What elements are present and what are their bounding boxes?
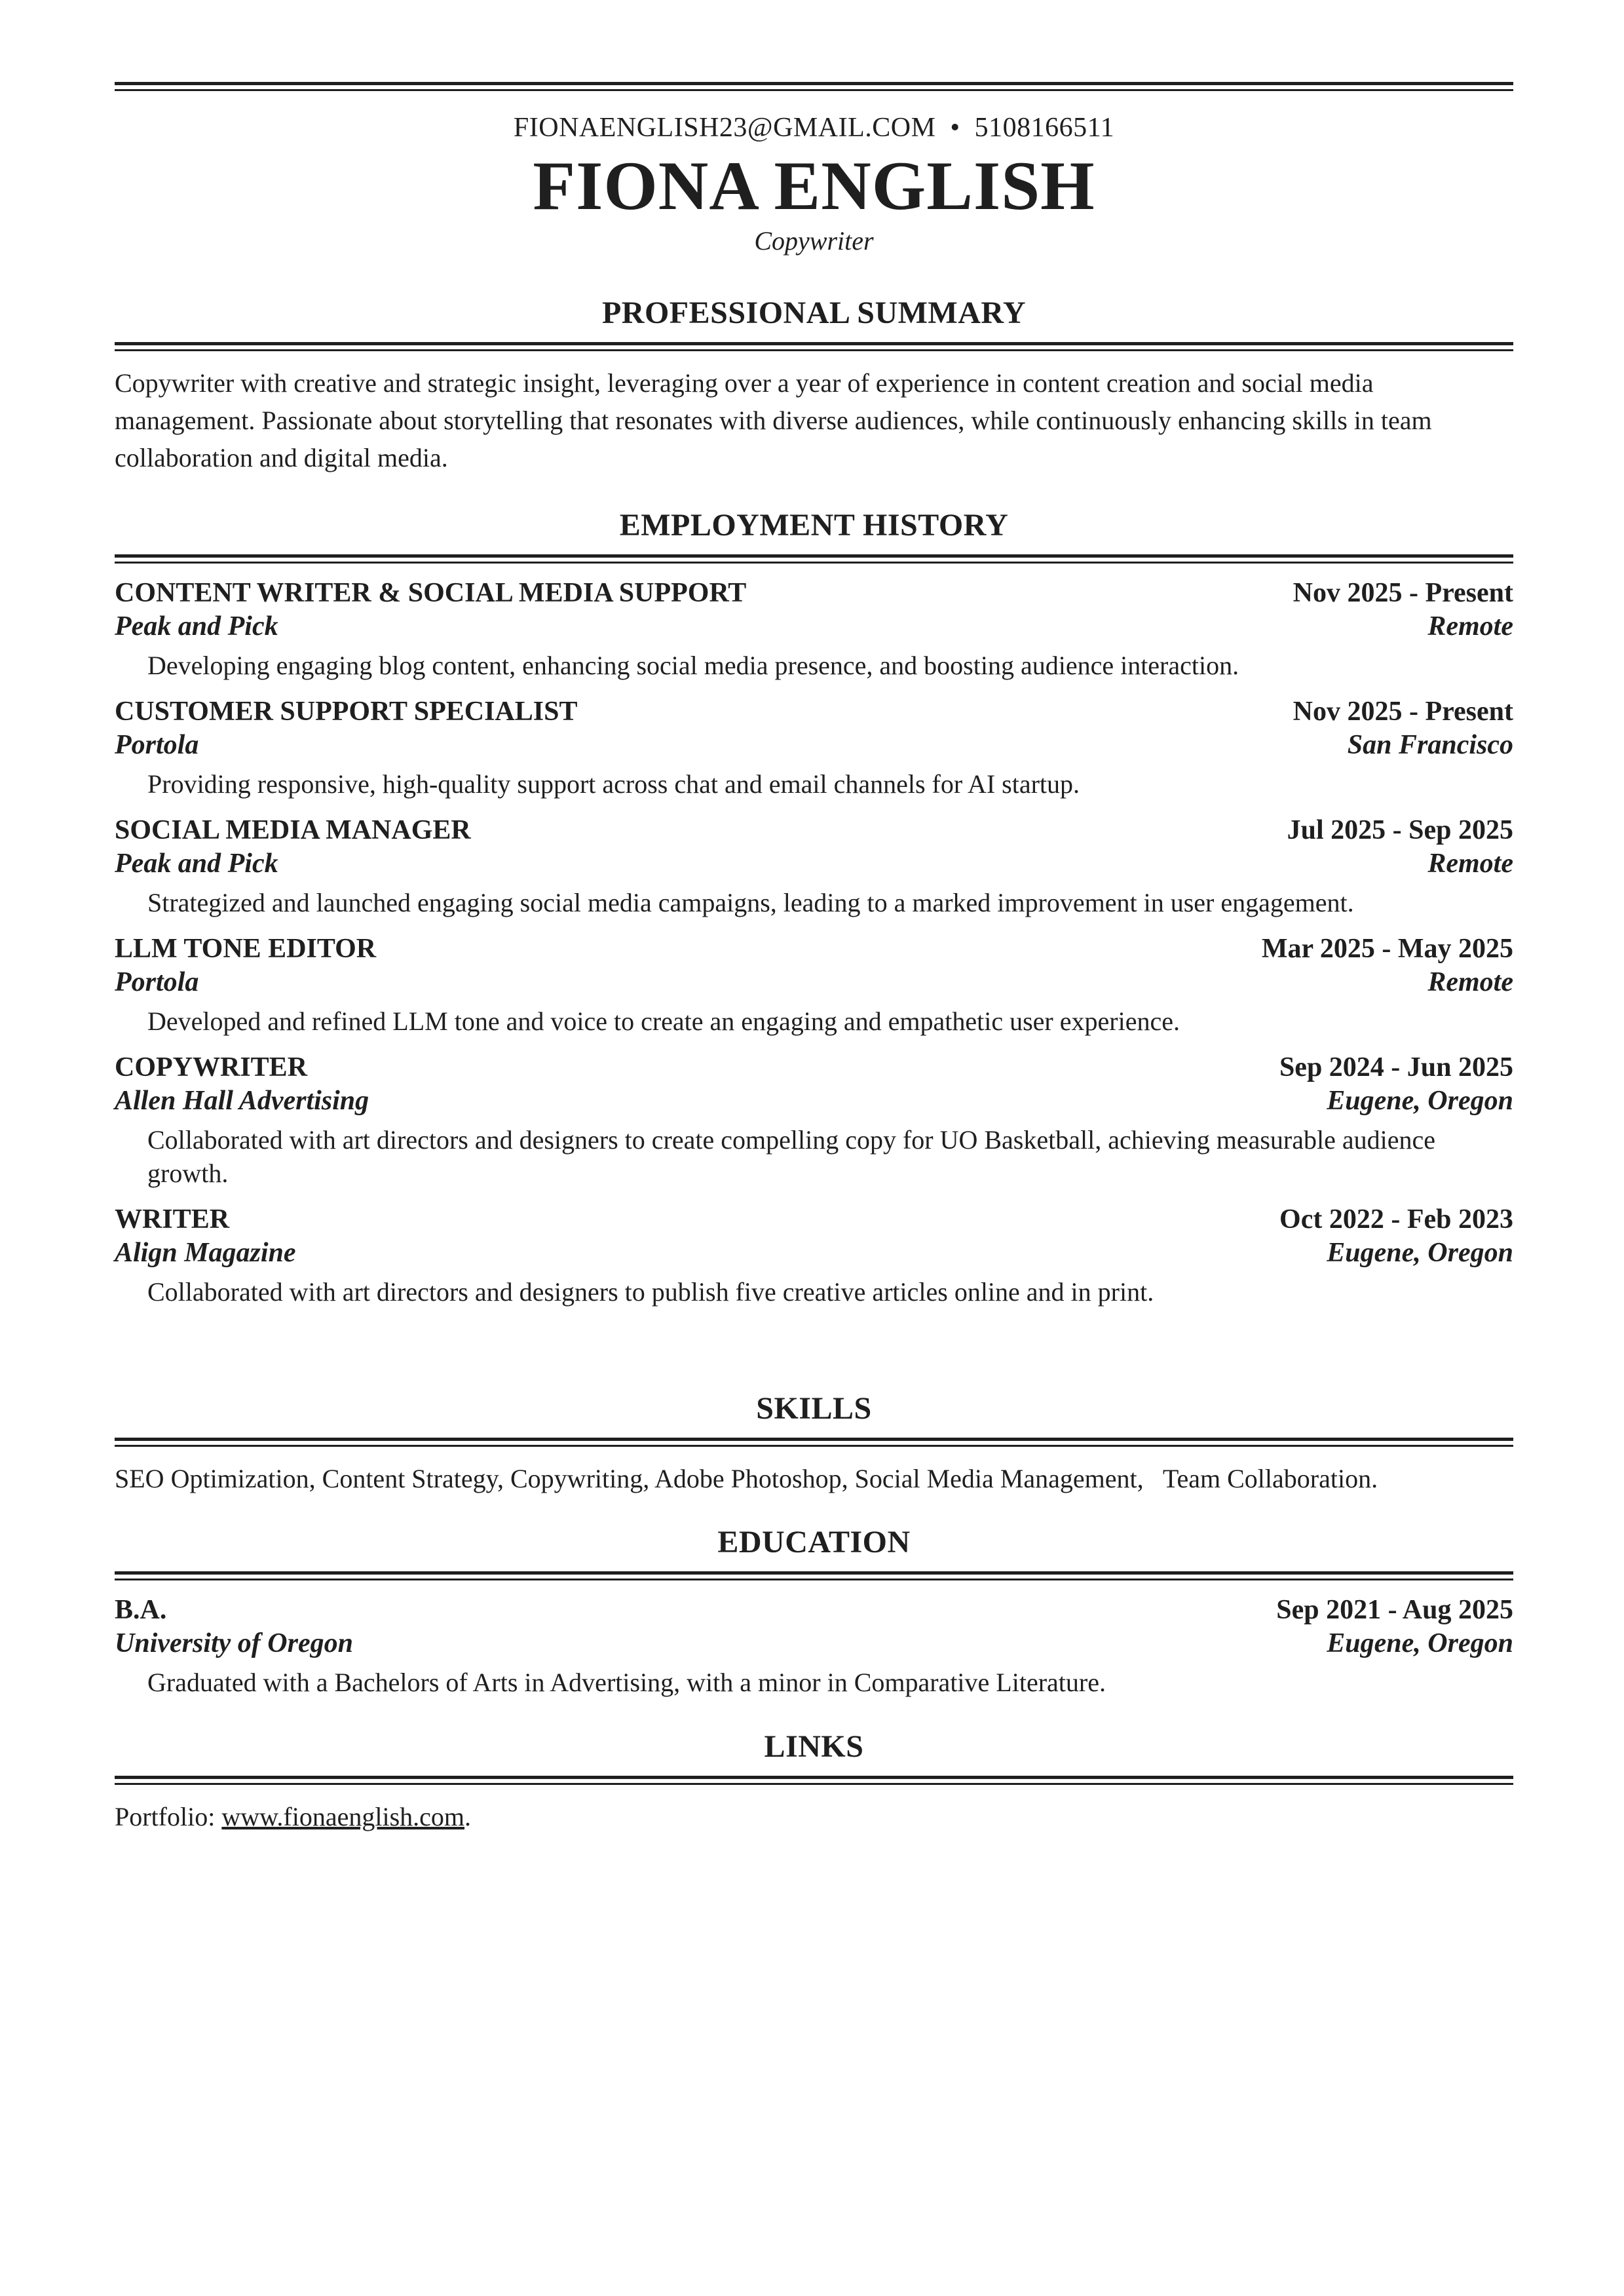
- email-text[interactable]: FIONAENGLISH23@GMAIL.COM: [513, 113, 936, 143]
- job-location: Eugene, Oregon: [1327, 1086, 1513, 1116]
- summary-section: [115, 294, 1513, 476]
- job-organization: Portola: [115, 730, 199, 760]
- job-organization: Allen Hall Advertising: [115, 1086, 369, 1116]
- job-role: LLM TONE EDITOR: [115, 934, 377, 964]
- resume-page: [115, 0, 1513, 1831]
- education-heading: EDUCATION: [717, 1525, 911, 1559]
- job-entry: [115, 695, 1513, 801]
- job-entry: [115, 1203, 1513, 1309]
- education-school: University of Oregon: [115, 1628, 353, 1658]
- job-dates: Nov 2025 - Present: [1293, 697, 1513, 727]
- candidate-title: Copywriter: [754, 226, 874, 256]
- job-dates: Oct 2022 - Feb 2023: [1279, 1204, 1513, 1234]
- phone-text[interactable]: 5108166511: [974, 113, 1115, 143]
- job-organization: Align Magazine: [115, 1238, 296, 1268]
- job-description: Collaborated with art directors and designers to create compelling copy for UO Basketball, achieving measurable audience growth.: [147, 1125, 1435, 1188]
- job-role: COPYWRITER: [115, 1052, 308, 1082]
- employment-heading: EMPLOYMENT HISTORY: [619, 508, 1009, 543]
- education-degree: B.A.: [115, 1595, 167, 1625]
- education-entry: [115, 1594, 1513, 1699]
- education-description: Graduated with a Bachelors of Arts in Advertising, with a minor in Comparative Literature.: [147, 1668, 1106, 1697]
- skills-section: [115, 1389, 1513, 1497]
- education-section: [115, 1523, 1513, 1699]
- job-dates: Mar 2025 - May 2025: [1261, 934, 1513, 964]
- summary-heading: PROFESSIONAL SUMMARY: [601, 296, 1027, 330]
- portfolio-label: Portfolio:: [115, 1802, 222, 1831]
- links-rule: [115, 1776, 1513, 1785]
- portfolio-suffix: .: [464, 1802, 472, 1831]
- portfolio-line: [115, 1798, 1513, 1835]
- summary-text: Copywriter with creative and strategic insight, leveraging over a year of experience in content creation and social media management. Passionate about storytelling that resonates with diverse audiences, while continuously enhancing skills in team collaboration and digital media.: [115, 368, 1432, 472]
- skills-heading: SKILLS: [756, 1391, 872, 1426]
- contact-line: [115, 111, 1513, 145]
- job-location: Remote: [1427, 611, 1513, 641]
- education-dates: Sep 2021 - Aug 2025: [1276, 1595, 1513, 1625]
- job-location: Remote: [1427, 967, 1513, 997]
- portfolio-link[interactable]: www.fionaenglish.com: [221, 1802, 465, 1831]
- job-dates: Nov 2025 - Present: [1293, 578, 1513, 608]
- links-section: [115, 1727, 1513, 1835]
- job-dates: Sep 2024 - Jun 2025: [1279, 1052, 1513, 1082]
- education-location: Eugene, Oregon: [1327, 1628, 1513, 1658]
- job-location: Eugene, Oregon: [1327, 1238, 1513, 1268]
- job-organization: Peak and Pick: [115, 611, 278, 641]
- job-description: Developed and refined LLM tone and voice to create an engaging and empathetic user experience.: [147, 1006, 1180, 1036]
- job-role: CUSTOMER SUPPORT SPECIALIST: [115, 697, 578, 727]
- candidate-name: FIONA ENGLISH: [533, 147, 1095, 224]
- job-organization: Peak and Pick: [115, 849, 278, 879]
- job-description: Collaborated with art directors and designers to publish five creative articles online and in print.: [147, 1277, 1154, 1307]
- job-entry: [115, 932, 1513, 1038]
- job-description: Strategized and launched engaging social media campaigns, leading to a marked improvement in user engagement.: [147, 888, 1354, 917]
- job-entry: [115, 1051, 1513, 1190]
- contact-separator: •: [950, 113, 960, 143]
- job-location: San Francisco: [1347, 730, 1513, 760]
- employment-section: [115, 506, 1513, 1309]
- job-description: Providing responsive, high-quality support across chat and email channels for AI startup.: [147, 769, 1080, 799]
- employment-rule: [115, 554, 1513, 564]
- job-location: Remote: [1427, 849, 1513, 879]
- job-role: WRITER: [115, 1204, 230, 1234]
- education-rule: [115, 1571, 1513, 1580]
- job-role: SOCIAL MEDIA MANAGER: [115, 815, 471, 845]
- job-dates: Jul 2025 - Sep 2025: [1287, 815, 1513, 845]
- job-description: Developing engaging blog content, enhancing social media presence, and boosting audience interaction.: [147, 651, 1239, 680]
- skills-text: SEO Optimization, Content Strategy, Copywriting, Adobe Photoshop, Social Media Management, Team Collaboration.: [115, 1464, 1378, 1493]
- header-top-rule: [115, 82, 1513, 91]
- job-organization: Portola: [115, 967, 199, 997]
- job-role: CONTENT WRITER & SOCIAL MEDIA SUPPORT: [115, 578, 747, 608]
- job-entry: [115, 814, 1513, 919]
- skills-rule: [115, 1438, 1513, 1447]
- summary-rule: [115, 342, 1513, 351]
- links-heading: LINKS: [764, 1729, 864, 1764]
- job-entry: [115, 577, 1513, 682]
